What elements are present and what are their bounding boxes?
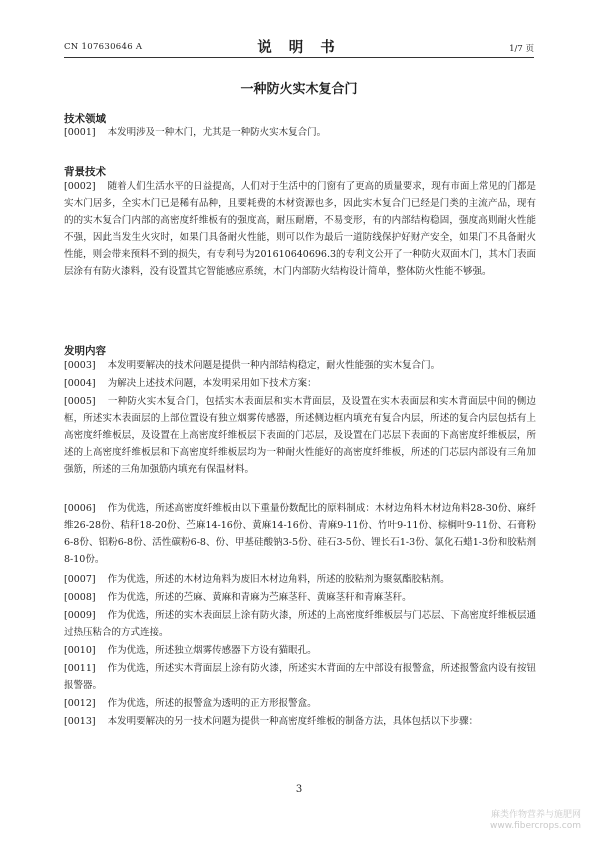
paragraph-text: 随着人们生活水平的日益提高，人们对于生活中的门窗有了更高的质量要求，现有市面上常见的门都是实木门居多，全实木门已是稀有品种，且要耗费的木材资源也多，因此实木复合门已经是门类的主流产品，现有的的实木复合门内部的高密度纤维板有的强度高，耐压耐磨，不易变形，有的内部结构稳固，强度高则耐火性能不强，因此当发生火灾时，如果门具备耐火性能，则可以作为最后一道防线保护好财产安全，如果门不具备耐火性能，则会带来预料不到的损失，有专利号为201610640696.3的专利文公开了一种防火双面木门，其木门表面层涂有有防火漆料，没有设置其它智能感应系统，木门内部防火结构设计简单，整体防火性能不够强。	[64, 181, 536, 277]
paragraph-0003	[64, 357, 536, 374]
watermark-line-2: www.fibercrops.com	[490, 821, 581, 831]
paragraph-0009	[64, 607, 536, 641]
section-heading-summary: 发明内容	[64, 345, 106, 357]
paragraph-text: 作为优选，所述高密度纤维板由以下重量份数配比的原料制成：木材边角料木材边角料28-30份、麻纤维26-28份、秸秆18-20份、苎麻14-16份、黄麻14-16份、青麻9-11份、竹叶9-11份、棕榈叶9-11份、石膏粉6-8份、铝粉6-8份、活性碳粉6-8、份、甲基硅酸钠3-5份、硅石3-5份、锂长石1-3份、氯化石蜡1-3份和胶粘剂8-10份。	[64, 503, 536, 565]
patent-number: CN 107630646 A	[64, 42, 143, 52]
paragraph-number: [0013]	[64, 716, 96, 727]
paragraph-0006	[64, 500, 536, 568]
paragraph-number: [0003]	[64, 360, 96, 371]
paragraph-0011	[64, 660, 536, 694]
paragraph-0013	[64, 713, 536, 730]
section-heading-background: 背景技术	[64, 166, 106, 178]
paragraph-number: [0008]	[64, 592, 96, 603]
page-indicator: 1/7 页	[509, 44, 534, 54]
paragraph-number: [0001]	[64, 127, 96, 138]
paragraph-text: 本发明要解决的技术问题是提供一种内部结构稳定，耐火性能强的实木复合门。	[107, 360, 441, 371]
page-number: 3	[295, 784, 303, 795]
paragraph-text: 为解决上述技术问题，本发明采用如下技术方案：	[107, 378, 317, 389]
document-type: 说 明 书	[257, 39, 341, 56]
header-divider	[64, 57, 534, 58]
paragraph-text: 一种防火实木复合门，包括实木表面层和实木背面层，及设置在实木表面层和实木背面层中间的侧边框，所述实木表面层的上部位置设有独立烟雾传感器，所述侧边框内填充有复合内层，所述的复合内层包括有上高密度纤维板层，及设置在上高密度纤维板层下表面的门芯层，及设置在门芯层下表面的下高密度纤维板层，所述的上高密度纤维板层和下高密度纤维板层均为一种耐火性能好的高密度纤维板，所述的门芯层内部设有三角加强筋，所述的三角加强筋内填充有保温材料。	[64, 396, 536, 475]
paragraph-text: 作为优选，所述独立烟雾传感器下方设有猫眼孔。	[107, 645, 317, 656]
watermark	[490, 810, 581, 832]
section-heading-technical-field: 技术领域	[64, 113, 106, 125]
document-title: 一种防火实木复合门	[240, 82, 358, 97]
paragraph-number: [0011]	[64, 663, 96, 674]
paragraph-number: [0002]	[64, 181, 96, 192]
paragraph-number: [0009]	[64, 610, 96, 621]
paragraph-0004	[64, 375, 536, 392]
paragraph-text: 作为优选，所述的实木表面层上涂有防火漆，所述的上高密度纤维板层与门芯层、下高密度纤维板层通过热压粘合的方式连接。	[64, 610, 536, 638]
paragraph-text: 本发明要解决的另一技术问题为提供一种高密度纤维板的制备方法，具体包括以下步骤：	[107, 716, 479, 727]
paragraph-0001	[64, 124, 536, 141]
paragraph-number: [0007]	[64, 574, 96, 585]
paragraph-number: [0012]	[64, 698, 96, 709]
paragraph-text: 本发明涉及一种木门，尤其是一种防火实木复合门。	[107, 127, 327, 138]
paragraph-text: 作为优选，所述的报警盒为透明的正方形报警盒。	[107, 698, 317, 709]
paragraph-0007	[64, 571, 536, 588]
paragraph-0008	[64, 589, 536, 606]
paragraph-number: [0005]	[64, 396, 96, 407]
paragraph-text: 作为优选，所述的木材边角料为废旧木材边角料，所述的胶粘剂为聚氨酯胶粘剂。	[107, 574, 450, 585]
paragraph-number: [0004]	[64, 378, 96, 389]
paragraph-number: [0006]	[64, 503, 96, 514]
paragraph-number: [0010]	[64, 645, 96, 656]
paragraph-text: 作为优选，所述的苎麻、黄麻和青麻为苎麻茎秆、黄麻茎秆和青麻茎秆。	[107, 592, 412, 603]
paragraph-text: 作为优选，所述实木背面层上涂有防火漆，所述实木背面的左中部设有报警盒，所述报警盒内设有按钮报警器。	[64, 663, 536, 691]
paragraph-0002	[64, 178, 536, 280]
paragraph-0005	[64, 393, 536, 478]
paragraph-0010	[64, 642, 536, 659]
page-header	[64, 36, 534, 56]
watermark-line-1: 麻类作物营养与施肥网	[490, 810, 581, 820]
paragraph-0012	[64, 695, 536, 712]
